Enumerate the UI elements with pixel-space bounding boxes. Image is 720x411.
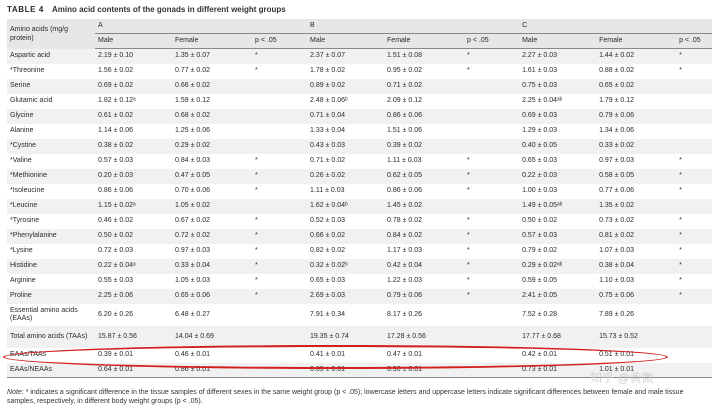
table-row xyxy=(7,94,712,109)
value-cell: 0.78 ± 0.02 xyxy=(384,214,464,229)
value-cell: 0.59 ± 0.05 xyxy=(519,274,596,289)
significance-mark: * xyxy=(676,64,712,79)
value-cell: 0.70 ± 0.06 xyxy=(172,184,252,199)
value-cell: 0.86 ± 0.01 xyxy=(172,363,252,378)
value-cell: 1.22 ± 0.03 xyxy=(384,274,464,289)
value-cell: 2.25 ± 0.04ᵃᵇ xyxy=(519,94,596,109)
value-cell: 0.97 ± 0.03 xyxy=(172,244,252,259)
significance-mark xyxy=(252,348,307,363)
table-row xyxy=(7,244,712,259)
value-cell: 8.17 ± 0.26 xyxy=(384,304,464,326)
significance-mark xyxy=(464,326,519,348)
value-cell: 2.69 ± 0.03 xyxy=(307,289,384,304)
significance-mark xyxy=(464,79,519,94)
value-cell: 0.75 ± 0.03 xyxy=(519,79,596,94)
amino-acid-name: *Threonine xyxy=(7,64,95,79)
value-cell: 0.65 ± 0.03 xyxy=(519,154,596,169)
value-cell: 1.35 ± 0.07 xyxy=(172,49,252,64)
value-cell: 0.75 ± 0.06 xyxy=(596,289,676,304)
value-cell: 1.44 ± 0.02 xyxy=(596,49,676,64)
value-cell: 19.35 ± 0.74 xyxy=(307,326,384,348)
group-header-a: A xyxy=(95,19,307,34)
value-cell: 0.43 ± 0.03 xyxy=(307,139,384,154)
table-row xyxy=(7,124,712,139)
significance-mark xyxy=(252,304,307,326)
significance-mark: * xyxy=(252,274,307,289)
value-cell: 2.09 ± 0.12 xyxy=(384,94,464,109)
table-row xyxy=(7,79,712,94)
significance-mark: * xyxy=(464,229,519,244)
significance-mark xyxy=(676,326,712,348)
value-cell: 0.77 ± 0.02 xyxy=(172,64,252,79)
value-cell: 0.79 ± 0.06 xyxy=(596,109,676,124)
value-cell: 0.47 ± 0.01 xyxy=(384,348,464,363)
value-cell: 17.77 ± 0.68 xyxy=(519,326,596,348)
significance-mark: * xyxy=(464,64,519,79)
value-cell: 1.82 ± 0.12ᵃ xyxy=(95,94,172,109)
value-cell: 0.73 ± 0.02 xyxy=(596,214,676,229)
significance-mark: * xyxy=(464,49,519,64)
subheader-female: Female xyxy=(384,34,464,49)
value-cell: 0.67 ± 0.02 xyxy=(172,214,252,229)
value-cell: 0.65 ± 0.02 xyxy=(596,79,676,94)
value-cell: 0.22 ± 0.04ᵃ xyxy=(95,259,172,274)
significance-mark xyxy=(676,109,712,124)
value-cell: 1.11 ± 0.03 xyxy=(384,154,464,169)
value-cell: 1.35 ± 0.02 xyxy=(596,199,676,214)
value-cell: 0.39 ± 0.02 xyxy=(384,139,464,154)
value-cell: 0.84 ± 0.03 xyxy=(172,154,252,169)
value-cell: 0.47 ± 0.05 xyxy=(172,169,252,184)
amino-acid-name: *Isoleucine xyxy=(7,184,95,199)
significance-mark: * xyxy=(252,259,307,274)
value-cell: 0.77 ± 0.06 xyxy=(596,184,676,199)
amino-acid-name: *Leucine xyxy=(7,199,95,214)
subheader-male: Male xyxy=(95,34,172,49)
value-cell: 6.20 ± 0.26 xyxy=(95,304,172,326)
value-cell: 0.84 ± 0.02 xyxy=(384,229,464,244)
significance-mark: * xyxy=(252,244,307,259)
value-cell: 1.17 ± 0.03 xyxy=(384,244,464,259)
value-cell: 0.81 ± 0.02 xyxy=(596,229,676,244)
value-cell: 0.79 ± 0.06 xyxy=(384,289,464,304)
value-cell: 0.20 ± 0.03 xyxy=(95,169,172,184)
value-cell: 0.32 ± 0.02ᵇ xyxy=(307,259,384,274)
value-cell: 0.46 ± 0.02 xyxy=(95,214,172,229)
value-cell: 14.04 ± 0.69 xyxy=(172,326,252,348)
table-row xyxy=(7,49,712,64)
value-cell: 1.33 ± 0.04 xyxy=(307,124,384,139)
value-cell: 7.89 ± 0.26 xyxy=(596,304,676,326)
note-text: * indicates a significant difference in the tissue samples of different sexes in the same weight group (p < .05); lowercase letters and uppercase letters indicate significant differences between female and male tissue samples, respectively, in different body weight groups (p < .05). xyxy=(7,389,684,405)
value-cell: 0.55 ± 0.03 xyxy=(95,274,172,289)
amino-acid-name: Alanine xyxy=(7,124,95,139)
value-cell: 0.38 ± 0.02 xyxy=(95,139,172,154)
significance-mark: * xyxy=(676,169,712,184)
value-cell: 0.61 ± 0.02 xyxy=(95,109,172,124)
table-row xyxy=(7,64,712,79)
subheader-p: p < .05 xyxy=(464,34,519,49)
significance-mark xyxy=(464,124,519,139)
significance-mark xyxy=(464,363,519,378)
significance-mark: * xyxy=(676,274,712,289)
significance-mark: * xyxy=(252,184,307,199)
significance-mark: * xyxy=(464,214,519,229)
value-cell: 2.25 ± 0.06 xyxy=(95,289,172,304)
note-label: Note: xyxy=(7,389,24,396)
value-cell: 0.65 ± 0.06 xyxy=(172,289,252,304)
significance-mark xyxy=(464,304,519,326)
significance-mark: * xyxy=(676,229,712,244)
value-cell: 0.51 ± 0.01 xyxy=(596,348,676,363)
significance-mark: * xyxy=(464,169,519,184)
significance-mark: * xyxy=(676,259,712,274)
significance-mark: * xyxy=(676,184,712,199)
significance-mark xyxy=(676,79,712,94)
value-cell: 1.05 ± 0.03 xyxy=(172,274,252,289)
significance-mark: * xyxy=(252,229,307,244)
value-cell: 0.69 ± 0.03 xyxy=(519,109,596,124)
significance-mark: * xyxy=(676,49,712,64)
significance-mark xyxy=(464,139,519,154)
significance-mark: * xyxy=(252,64,307,79)
significance-mark xyxy=(676,124,712,139)
value-cell: 1.00 ± 0.03 xyxy=(519,184,596,199)
significance-mark: * xyxy=(252,49,307,64)
value-cell: 2.48 ± 0.06ᵇ xyxy=(307,94,384,109)
value-cell: 0.57 ± 0.03 xyxy=(95,154,172,169)
significance-mark xyxy=(252,363,307,378)
amino-acid-name: *Lysine xyxy=(7,244,95,259)
value-cell: 0.33 ± 0.02 xyxy=(596,139,676,154)
value-cell: 0.72 ± 0.02 xyxy=(172,229,252,244)
amino-acid-name: *Methionine xyxy=(7,169,95,184)
table-row xyxy=(7,229,712,244)
value-cell: 0.58 ± 0.05 xyxy=(596,169,676,184)
amino-acid-name: Essential amino acids (EAAs) xyxy=(7,304,95,326)
value-cell: 0.46 ± 0.01 xyxy=(172,348,252,363)
value-cell: 0.66 ± 0.02 xyxy=(172,79,252,94)
value-cell: 1.78 ± 0.02 xyxy=(307,64,384,79)
significance-mark: * xyxy=(676,214,712,229)
table-note xyxy=(7,388,713,406)
value-cell: 0.52 ± 0.03 xyxy=(307,214,384,229)
significance-mark: * xyxy=(464,274,519,289)
significance-mark: * xyxy=(464,154,519,169)
table-row xyxy=(7,214,712,229)
value-cell: 1.05 ± 0.02 xyxy=(172,199,252,214)
amino-acid-name: Total amino acids (TAAs) xyxy=(7,326,95,348)
subheader-p: p < .05 xyxy=(252,34,307,49)
significance-mark xyxy=(464,94,519,109)
value-cell: 1.01 ± 0.01 xyxy=(596,363,676,378)
value-cell: 1.51 ± 0.06 xyxy=(384,124,464,139)
value-cell: 15.87 ± 0.56 xyxy=(95,326,172,348)
subheader-male: Male xyxy=(519,34,596,49)
group-header-c: C xyxy=(519,19,712,34)
amino-acid-name: Aspartic acid xyxy=(7,49,95,64)
significance-mark xyxy=(252,124,307,139)
table-row xyxy=(7,199,712,214)
value-cell: 0.72 ± 0.03 xyxy=(95,244,172,259)
table-body xyxy=(7,49,712,378)
value-cell: 1.56 ± 0.02 xyxy=(95,64,172,79)
significance-mark: * xyxy=(464,184,519,199)
value-cell: 17.28 ± 0.56 xyxy=(384,326,464,348)
value-cell: 1.07 ± 0.03 xyxy=(596,244,676,259)
table-caption xyxy=(7,3,707,17)
value-cell: 1.45 ± 0.02 xyxy=(384,199,464,214)
significance-mark xyxy=(252,109,307,124)
subheader-p: p < .05 xyxy=(676,34,712,49)
significance-mark xyxy=(676,304,712,326)
table-row xyxy=(7,154,712,169)
table-row xyxy=(7,139,712,154)
significance-mark: * xyxy=(464,244,519,259)
amino-acid-name: *Phenylalanine xyxy=(7,229,95,244)
value-cell: 0.64 ± 0.01 xyxy=(95,363,172,378)
significance-mark: * xyxy=(676,244,712,259)
amino-acid-table xyxy=(7,19,712,378)
amino-acid-name: Glutamic acid xyxy=(7,94,95,109)
significance-mark xyxy=(464,109,519,124)
value-cell: 0.29 ± 0.02ᵃᵇ xyxy=(519,259,596,274)
table-row xyxy=(7,169,712,184)
value-cell: 0.88 ± 0.02 xyxy=(596,64,676,79)
group-header-b: B xyxy=(307,19,519,34)
row-header: Amino acids (mg/g protein) xyxy=(7,19,95,49)
value-cell: 0.89 ± 0.02 xyxy=(307,79,384,94)
value-cell: 0.86 ± 0.06 xyxy=(95,184,172,199)
value-cell: 1.49 ± 0.05ᵃᵇ xyxy=(519,199,596,214)
value-cell: 2.41 ± 0.05 xyxy=(519,289,596,304)
value-cell: 0.39 ± 0.01 xyxy=(95,348,172,363)
significance-mark xyxy=(676,199,712,214)
significance-mark xyxy=(252,199,307,214)
amino-acid-name: *Tyrosine xyxy=(7,214,95,229)
value-cell: 1.62 ± 0.04ᵇ xyxy=(307,199,384,214)
value-cell: 0.97 ± 0.03 xyxy=(596,154,676,169)
subheader-male: Male xyxy=(307,34,384,49)
amino-acid-name: EAAs/NEAAs xyxy=(7,363,95,378)
value-cell: 0.38 ± 0.04 xyxy=(596,259,676,274)
value-cell: 1.10 ± 0.03 xyxy=(596,274,676,289)
table-row xyxy=(7,289,712,304)
value-cell: 0.71 ± 0.04 xyxy=(307,109,384,124)
significance-mark: * xyxy=(676,289,712,304)
value-cell: 1.25 ± 0.06 xyxy=(172,124,252,139)
significance-mark: * xyxy=(252,154,307,169)
table-row xyxy=(7,109,712,124)
value-cell: 0.95 ± 0.02 xyxy=(384,64,464,79)
significance-mark xyxy=(464,199,519,214)
significance-mark: * xyxy=(252,169,307,184)
significance-mark xyxy=(676,94,712,109)
table-row xyxy=(7,348,712,363)
value-cell: 1.14 ± 0.06 xyxy=(95,124,172,139)
value-cell: 0.71 ± 0.02 xyxy=(384,79,464,94)
table-row xyxy=(7,259,712,274)
amino-acid-name: Glycine xyxy=(7,109,95,124)
value-cell: 2.19 ± 0.10 xyxy=(95,49,172,64)
value-cell: 0.79 ± 0.02 xyxy=(519,244,596,259)
value-cell: 0.73 ± 0.01 xyxy=(519,363,596,378)
value-cell: 7.91 ± 0.34 xyxy=(307,304,384,326)
value-cell: 1.11 ± 0.03 xyxy=(307,184,384,199)
value-cell: 1.51 ± 0.08 xyxy=(384,49,464,64)
value-cell: 0.22 ± 0.03 xyxy=(519,169,596,184)
significance-mark: * xyxy=(464,259,519,274)
table-row xyxy=(7,184,712,199)
value-cell: 0.66 ± 0.02 xyxy=(307,229,384,244)
amino-acid-name: *Valine xyxy=(7,154,95,169)
value-cell: 15.73 ± 0.52 xyxy=(596,326,676,348)
amino-acid-name: Histidine xyxy=(7,259,95,274)
value-cell: 0.42 ± 0.01 xyxy=(519,348,596,363)
value-cell: 0.50 ± 0.02 xyxy=(519,214,596,229)
significance-mark xyxy=(676,139,712,154)
amino-acid-name: *Cystine xyxy=(7,139,95,154)
value-cell: 0.68 ± 0.02 xyxy=(172,109,252,124)
value-cell: 6.48 ± 0.27 xyxy=(172,304,252,326)
amino-acid-name: Arginine xyxy=(7,274,95,289)
significance-mark xyxy=(252,94,307,109)
value-cell: 0.82 ± 0.02 xyxy=(307,244,384,259)
significance-mark xyxy=(252,139,307,154)
significance-mark: * xyxy=(252,289,307,304)
amino-acid-name: Serine xyxy=(7,79,95,94)
table-label: TABLE 4 xyxy=(7,5,44,14)
value-cell: 1.15 ± 0.02ᵃ xyxy=(95,199,172,214)
value-cell: 1.79 ± 0.12 xyxy=(596,94,676,109)
value-cell: 0.42 ± 0.04 xyxy=(384,259,464,274)
subheader-female: Female xyxy=(172,34,252,49)
value-cell: 0.69 ± 0.01 xyxy=(307,363,384,378)
value-cell: 7.52 ± 0.28 xyxy=(519,304,596,326)
value-cell: 1.59 ± 0.12 xyxy=(172,94,252,109)
value-cell: 0.50 ± 0.02 xyxy=(95,229,172,244)
value-cell: 0.41 ± 0.01 xyxy=(307,348,384,363)
significance-mark xyxy=(252,79,307,94)
significance-mark: * xyxy=(464,289,519,304)
value-cell: 0.86 ± 0.06 xyxy=(384,184,464,199)
value-cell: 1.34 ± 0.06 xyxy=(596,124,676,139)
table-title: Amino acid contents of the gonads in different weight groups xyxy=(51,5,286,14)
table-row xyxy=(7,274,712,289)
table-row xyxy=(7,326,712,348)
value-cell: 2.27 ± 0.03 xyxy=(519,49,596,64)
value-cell: 2.37 ± 0.07 xyxy=(307,49,384,64)
amino-acid-name: EAAs/TAAs xyxy=(7,348,95,363)
watermark: 知乎 @黄微 xyxy=(590,371,654,385)
value-cell: 1.29 ± 0.03 xyxy=(519,124,596,139)
value-cell: 0.33 ± 0.04 xyxy=(172,259,252,274)
value-cell: 0.71 ± 0.02 xyxy=(307,154,384,169)
value-cell: 0.26 ± 0.02 xyxy=(307,169,384,184)
significance-mark xyxy=(464,348,519,363)
amino-acid-name: Proline xyxy=(7,289,95,304)
value-cell: 0.86 ± 0.06 xyxy=(384,109,464,124)
value-cell: 0.57 ± 0.03 xyxy=(519,229,596,244)
significance-mark xyxy=(676,348,712,363)
value-cell: 0.29 ± 0.02 xyxy=(172,139,252,154)
significance-mark xyxy=(252,326,307,348)
value-cell: 0.65 ± 0.03 xyxy=(307,274,384,289)
value-cell: 0.40 ± 0.05 xyxy=(519,139,596,154)
table-row xyxy=(7,304,712,326)
significance-mark: * xyxy=(252,214,307,229)
subheader-female: Female xyxy=(596,34,676,49)
value-cell: 0.69 ± 0.02 xyxy=(95,79,172,94)
value-cell: 0.62 ± 0.05 xyxy=(384,169,464,184)
significance-mark: * xyxy=(676,154,712,169)
value-cell: 0.90 ± 0.01 xyxy=(384,363,464,378)
value-cell: 1.61 ± 0.03 xyxy=(519,64,596,79)
